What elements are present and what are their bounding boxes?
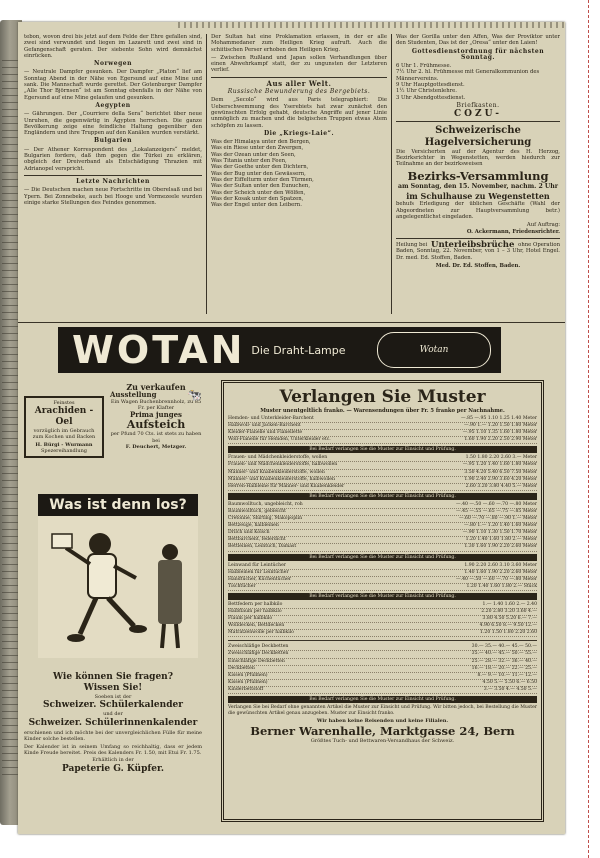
row-label: Leinwand für Leintücher [228, 562, 286, 568]
poem-line: Was der Goethe unter den Dichtern, [211, 164, 309, 171]
price-row [228, 570, 537, 577]
erhaeltlich: Erhältlich in der [92, 757, 134, 764]
service-line: 3 Uhr Abendgottesdienst. [396, 94, 466, 101]
bruch-right: ohne Operation [518, 241, 560, 248]
row-prices: 35.— 40.— 45.— 50.— 55.— [471, 651, 537, 657]
column-rule [206, 34, 207, 314]
und: und der [103, 711, 123, 718]
kalender1: Schweizer. Schülerkalender [43, 700, 183, 711]
row-prices: 1.20 1.40 1.60 1.80 2.— Stück [466, 583, 537, 589]
bruch-left: Heilung bei [396, 241, 428, 248]
price-row [228, 602, 537, 609]
price-row [228, 609, 537, 616]
section-bar: Bei Bedarf verlangen Sie die Muster zur Einsicht und Prüfung. [228, 446, 537, 453]
price-row [228, 544, 537, 551]
section-title-last-news: Letzte Nachrichten [76, 177, 150, 185]
store-name: Berner Warenhalle, Marktgasse 24, Bern [250, 724, 515, 739]
price-row [228, 462, 537, 469]
price-row [228, 577, 537, 584]
briefkasten-title: Briefkasten. [456, 101, 500, 109]
section-bar: Bei Bedarf verlangen Sie die Muster zur Einsicht und Prüfung. [228, 593, 537, 600]
section-title-norwegen: Norwegen [93, 60, 132, 68]
row-prices: —.95 1.20 1.40 1.60 1.80 Meter [462, 462, 537, 468]
bruch-sign: Med. Dr. Ed. Stoffen, Baden. [435, 262, 521, 269]
row-prices: 2.60 3.20 3.80 4.40 5.— Meter [465, 483, 537, 489]
price-row [228, 437, 537, 444]
price-group-3 [228, 502, 537, 552]
subsection-title: Russische Bewunderung des Bergebiets. [227, 88, 371, 96]
divider [396, 238, 560, 239]
price-row [228, 666, 537, 673]
left-ads [24, 382, 202, 822]
prima: Prima junges [130, 409, 182, 419]
kalender-text2: Der Kalender ist in seinem Umfang so reichhaltig, dass er jedem Kinde Freude bereitet. Preis des Kalenders Fr. 1.50, mit Etui Fr. 1.75. [24, 743, 202, 757]
row-prices: —.40 —.50 —.60 —.70 —.80 Meter [456, 576, 537, 582]
row-prices: 1.30 1.60 1.90 2.20 2.60 Meter [464, 544, 537, 550]
price-row [228, 651, 537, 658]
row-prices: 1.— 1.40 1.60 2.— 2.40 [482, 601, 537, 607]
row-prices: —.90 1.— 1.20 1.50 1.80 Meter [463, 423, 537, 429]
row-prices: —.60 —.70 —.80 —.90 1.— Meter [458, 516, 537, 522]
divider [211, 77, 387, 78]
row-label: Bettleinen, Leintuch, Damast [228, 544, 297, 550]
place-line: im Schulhause zu Wegenstetten [406, 191, 550, 202]
arachiden-text: vorzüglich im Gebrauch zum Kochen und Backen [32, 428, 96, 440]
row-prices: 25.— 28.— 32.— 36.— 40.— [471, 658, 537, 664]
wissen: Wissen Sie! [83, 683, 143, 693]
price-row [228, 509, 537, 516]
price-group-1 [228, 416, 537, 444]
row-label: Tischtücher [228, 583, 256, 589]
price-row [228, 484, 537, 491]
row-prices: 16.— 18.— 20.— 22.— 25.— [471, 665, 537, 671]
auftrag: Auf Auftrag: [526, 222, 560, 229]
row-label: Woll-Flanelle für Hemden, Unterkleider etc. [228, 437, 331, 443]
left-intro: tebon, wovon drei bis jetzt auf dem Felde der Ehre gefallen sind, zwei sind verwundet und liegen im Lazarett und zwei sind in Gefangenschaft geraten. Der siebente Sohn wird demnächst einrücken. [24, 34, 202, 59]
row-prices: 1.90 2.40 2.90 3.60 4.20 Meter [464, 476, 537, 482]
row-prices: —.80 1.— 1.20 1.40 1.60 Meter [463, 523, 537, 529]
poem-line: Was der Kosak unter den Spatzen, [211, 195, 304, 202]
poem-title: Die „Kriegs-Laie“. [263, 129, 335, 137]
row-label: Deckbetten [228, 665, 255, 671]
store-subtitle: Größtes Tuch- und Bettwaren-Versandhaus der Schweiz. [310, 738, 455, 745]
row-label: Bettbarchent, federdicht [228, 537, 286, 543]
poem-line: Was der Bug unter den Gewässern, [211, 170, 306, 177]
arachiden-title: Arachiden - Oel [34, 406, 94, 427]
hagel-text: Die Versicherten auf der Agentur des H. Herzog, Bezirksrichter in Wegenstetten, werden hiedurch zur Teilnahme an der bezirksweisen [396, 148, 560, 168]
row-prices: —.45 —.55 —.65 —.75 —.85 Meter [456, 508, 537, 514]
row-prices: 3.— 3.50 4.— 4.50 5.— [483, 686, 537, 692]
row-prices: 3.50 4.20 5.40 6.50 7.50 Meter [464, 469, 537, 475]
section-title-aegypten: Aegypten [95, 101, 131, 109]
running-man-illustration [38, 516, 198, 658]
row-label: Drilch und Kölsch [228, 530, 270, 536]
price-row [228, 502, 537, 509]
service-line: 7½ Uhr 2. hl. Frühmesse mit Generalkommunion des Männervereins. [396, 69, 540, 82]
row-label: Baumwolltuch, ungebleicht, roh [228, 501, 303, 507]
was-ist-heading: Was ist denn los? [38, 494, 198, 516]
price-row [228, 673, 537, 680]
muster-subtitle: Muster unentgeltlich franko. — Warensendungen über Fr. 5 franko per Nachnahme. [260, 408, 505, 414]
bulb-label: Wotan [419, 345, 449, 355]
middle-column [211, 34, 387, 319]
metzger: F. Deuchert, Metzger. [125, 444, 187, 450]
price-row [228, 659, 537, 666]
row-prices: —.90 1.10 1.30 1.50 1.70 Meter [462, 530, 537, 536]
bruch-text: Baden, Sonntag, 22. November, von 1 – 3 Uhr, Hotel Engel. Dr. med. Ed. Stoffen, Baden. [396, 248, 560, 261]
service-title: Gottesdienstordnung für nächsten Sonntag. [411, 47, 545, 61]
row-label: Kissen (Pfulmen) [228, 679, 268, 685]
preis: per Pfund 70 Cts. ist stets zu haben bei [110, 431, 202, 444]
muster-footer-text: Verlangen Sie bei Bedarf ohne genannten Artikel die Muster zur Einsicht und Prüfung. Wir bitten jedoch, bei Bestellung die Muster die gewünschten Artikel genau anzugeben. Muster zur Einsicht franko. [228, 705, 537, 716]
divider [228, 640, 537, 641]
row-label: Zweischläfige Deckbetten [228, 651, 289, 657]
section-text-aegypten: — Gährungen. Der „Courriere della Sera“ berichtet über neue Unruhen, die gegenwärtig in Ägypten herrschen. Die ganze Bevölkerung zeige eine feindliche Haltung gegenüber den Engländern und ihre Truppen auf den Kanälen wurden verstärkt. [24, 111, 202, 137]
left-column [24, 34, 202, 319]
row-prices: —.85 —.95 1.10 1.25 1.40 Meter [461, 416, 537, 421]
horizontal-rule [18, 322, 565, 323]
verkaufen-ad [110, 382, 202, 451]
section-bar: Bei Bedarf verlangen Sie die Muster zur Einsicht und Prüfung. [228, 696, 537, 703]
newspaper-page [18, 22, 565, 834]
price-row [228, 470, 537, 477]
hagel-text2: behufs Erledigung der üblichen Geschäfte (Wahl der Abgeordneten zur Hauptversammlung betr.) angelegentlichst eingeladen. [396, 201, 560, 221]
poem-line: Was der Ozean unter den Seen, [211, 151, 296, 158]
column-rule [391, 34, 392, 314]
kalender-ad [24, 672, 202, 775]
reisende-note: Wir haben keine Reisenden und keine Filialen. [316, 718, 449, 725]
price-row [228, 563, 537, 570]
middle-item2: — Zwischen Rußland und Japan sollen Verhandlungen über einen Abwehrkampf statt, der zu ungunsten der Letzteren verlief. [211, 54, 387, 74]
row-prices: 1.20 1.50 1.80 2.20 2.60 [480, 630, 537, 636]
middle-section-text: Dem „Secolo“ wird aus Paris telegraphiert: Die Ueberschwemmung des Yserebiets hat zwar zunächst den gewünschten Erfolg gehabt, deutsche Angriffe auf jener Linie unmöglich zu machen und die belgischen Truppen etwas Atem schöpfen zu lassen. [211, 97, 387, 129]
row-prices: 30.— 35.— 40.— 45.— 50.— [471, 644, 537, 650]
row-prices: —.40 —.50 —.60 —.70 —.80 Meter [456, 501, 537, 507]
cow-icon: 🐄 [187, 388, 202, 402]
service-line: 1½ Uhr Christenlehre. [396, 88, 457, 95]
header-strip [178, 22, 565, 28]
row-label: Frauen- und Mädchenkleiderstoffe, wollen [228, 455, 328, 461]
signer: O. Ackermann, Friedensrichter. [466, 228, 560, 235]
hagel-title: Schweizerische Hagelversicherung [424, 124, 532, 148]
row-prices: 1.90 2.20 2.60 3.10 3.60 Meter [464, 562, 537, 568]
divider [24, 175, 202, 176]
row-prices: 1.40 1.60 1.90 2.20 2.60 Meter [464, 569, 537, 575]
row-label: Halbflaum per halbkilo [228, 608, 282, 614]
section-text-norwegen: — Neutrale Dampfer gesunken. Der Dampfer „Platon“ lief am Sonntag Abend in der Nähe von Egersund auf eine Mine und sank. Die Mannschaft wurde gerettet. Der Gotenburger Dampfer „Alle Thor Björnsen“ ist am Sonntag ebenfalls in der Nähe von Egersund auf eine Mine gelaufen und gesunken. [24, 69, 202, 101]
soeben: Soeben ist der [94, 694, 132, 700]
wotan-brand: WOTAN [72, 328, 246, 372]
price-row [228, 630, 537, 637]
row-label: Männer- und Knabenkleiderstoffe, halbwollen [228, 476, 335, 482]
wotan-subtitle: Die Draht-Lampe [251, 343, 346, 357]
page-edge-marker [588, 0, 589, 858]
row-label: Kinderbettstoff [228, 686, 264, 692]
was-ist-ad [38, 494, 198, 664]
section-title-bulgarien: Bulgarien [94, 137, 132, 145]
muster-ad [221, 380, 544, 822]
right-column [396, 34, 560, 322]
row-label: Hemden- und Unterkleider-Barchent [228, 416, 314, 421]
poem [211, 139, 387, 208]
arachiden-ad [24, 396, 104, 458]
row-label: Baumwolltuch, gebleicht [228, 508, 286, 514]
poem-line: Was der Scheich unter den Wölfen, [211, 189, 306, 196]
poem-line: Was ein Riese unter den Zwergen, [211, 145, 304, 152]
aufsteich: Aufsteich [126, 418, 186, 431]
price-group-2 [228, 455, 537, 490]
row-label: Bettfedern per halbkilo [228, 601, 283, 607]
row-label: Männer- und Knabenkleiderstoffe, wollen [228, 469, 325, 475]
versammlung-title: Bezirks-Versammlung [407, 169, 549, 184]
frage: Wie können Sie fragen? [52, 672, 173, 682]
row-label: Handtücher, Küchentücher [228, 576, 292, 582]
service-line: 6 Uhr 1. Frühmesse. [396, 63, 452, 70]
row-label: Matratzenwolle per halbkilo [228, 630, 294, 636]
poem-line: Was Titania unter den Feen, [211, 158, 287, 165]
ausstellung-text: Ein Wagen Buchenbrennholz, zu 85 Fr. per Klafter [110, 398, 202, 411]
row-label: Wolldecken, Bettdecken [228, 623, 285, 629]
section-text-bulgarien: — Der Athener Korrespondent des „Lokalanzeigers“ meldet, Bulgarien fordere, daß ihm gegen die Türkei zu erklären, obgleich der Dreiverband als Entschädigung Thrazien mit Adrianopel verspricht. [24, 146, 202, 172]
service-line: 9 Uhr Hauptgottesdienst. [396, 82, 465, 89]
papeterie: Papeterie G. Küpfer. [61, 763, 165, 774]
row-prices: 3.80 4.50 5.20 6.— 7.— [482, 616, 537, 622]
row-label: Frauen- und Mädchenkleiderstoffe, halbwollen [228, 462, 338, 468]
section-title-aus-aller-welt: Aus aller Welt. [266, 78, 332, 88]
row-label: Kissen (Pfulmen) [228, 672, 268, 678]
section-bar: Bei Bedarf verlangen Sie die Muster zur Einsicht und Prüfung. [228, 554, 537, 561]
right-top-text: Was der Gorilla unter den Affen, Was der Proviktor unter den Studenten, Das ist der „Oresa“ unter den Laien! [396, 34, 560, 47]
poem-line: Was der Sultan unter den Eunuchen, [211, 183, 311, 190]
row-prices: 1.60 1.90 2.20 2.50 2.90 Meter [464, 437, 537, 443]
row-prices: 4.90 6.50 8.— 9.50 12.— [479, 623, 537, 629]
section-bar: Bei Bedarf verlangen Sie die Muster zur Einsicht und Prüfung. [228, 493, 537, 500]
row-label: Bettzeuge, halbleinen [228, 523, 279, 529]
row-label: Zweischläfige Deckbetten [228, 644, 289, 650]
muster-title: Verlangen Sie Muster [279, 387, 486, 407]
row-prices: 2.20 2.80 3.20 3.60 4.— [481, 608, 537, 614]
row-label: Flaum per halbkilo [228, 616, 273, 622]
section-text-last-news: — Die Deutschen machen neue Fortschritte im Oberelsaß und bei Ypern. Bei Zonnebeke, auch bei Hooge und Vormezeele wurden einige starke Stellungen des Feindes genommen. [24, 187, 202, 206]
divider [396, 121, 560, 122]
date-line: am Sonntag, den 15. November, nachm. 2 Uhr [397, 183, 559, 191]
row-label: Kleider-Flanelle und Flanellette [228, 430, 303, 436]
arachiden-shop: H. Bürgi - Wurmann [35, 442, 93, 448]
bruch-title: Unterleibsbrüche [431, 239, 515, 250]
arachiden-shop2: Spezereihandlung [41, 448, 87, 454]
row-label: Cretonne, Shirting, Makopoplin [228, 516, 303, 522]
lamp-bulb-icon [377, 332, 491, 368]
row-prices: 1.20 1.40 1.60 1.80 2.— Meter [465, 537, 537, 543]
kalender2: Schweizer. Schülerinnenkalender [28, 717, 198, 728]
ausstellung: Ausstellung [110, 390, 157, 399]
poem-line: Was der Himalaya unter den Bergen, [211, 139, 311, 146]
price-row [228, 584, 537, 591]
cozu-heading: COZU- [454, 109, 502, 120]
middle-intro: Der Sultan hat eine Proklamation erlassen, in der er alle Mohammedaner zum Heiligen Krieg aufruft. Auch die schiitischen Perser erhoben den Heiligen Krieg. [211, 34, 387, 53]
price-row [228, 680, 537, 687]
price-group-4 [228, 563, 537, 591]
row-prices: 1.50 1.80 2.20 2.60 3.— Meter [465, 455, 537, 461]
wotan-ad [58, 327, 501, 373]
price-row [228, 477, 537, 484]
row-prices: —.95 1.10 1.35 1.60 1.80 Meter [462, 430, 537, 436]
price-group-5 [228, 602, 537, 637]
row-label: Einschläfige Deckbetten [228, 658, 285, 664]
row-label: Halbwoll- und Jacken-Barchent [228, 423, 301, 429]
verkaufen-title: Zu verkaufen [126, 382, 186, 392]
row-label: Herren-Halbleine für Männer- und Knabenkleider [228, 483, 345, 489]
arachiden-label: Feinstes [53, 400, 75, 406]
row-prices: 4.50 5.— 5.50 6.— 6.50 [482, 679, 537, 685]
price-group-6 [228, 644, 537, 694]
price-row [228, 687, 537, 694]
poem-line: Was der Eiffelturm unter den Türmen, [211, 176, 314, 183]
row-label: Halbleinen für Leintücher [228, 569, 289, 575]
kalender-text: erschienen und ich möchte bei der unvergleichlichen Fülle für meine Kinder solche bestellen. [24, 729, 202, 743]
poem-line: Was der Engel unter den Leibern. [211, 202, 302, 209]
row-prices: 8.— 9.— 10.— 11.— 12.— [477, 672, 537, 678]
